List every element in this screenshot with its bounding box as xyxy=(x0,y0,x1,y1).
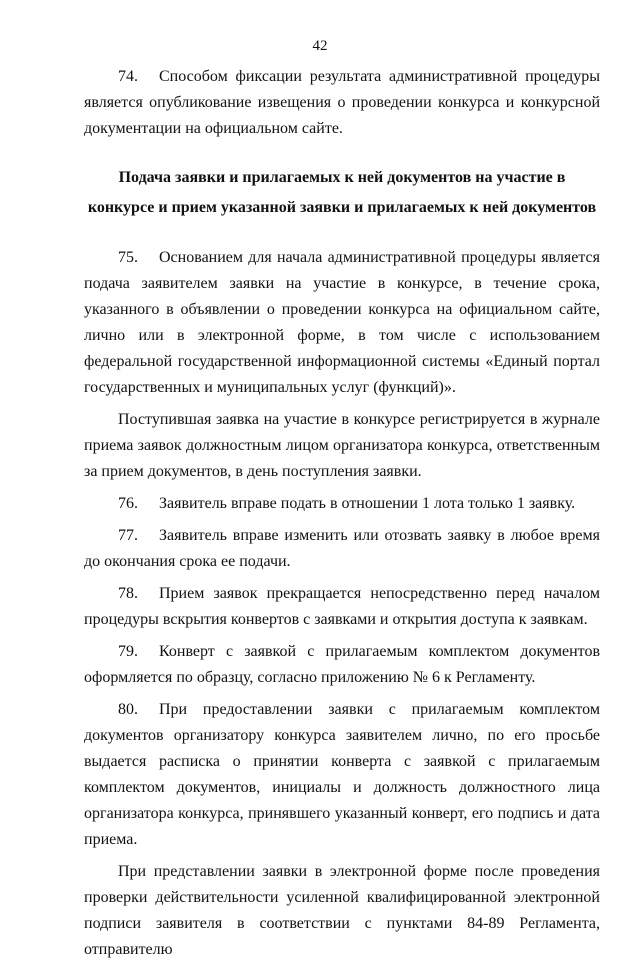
paragraph-number: 74. xyxy=(118,68,138,85)
paragraph-number: 77. xyxy=(118,527,138,544)
paragraph-number: 76. xyxy=(118,495,138,512)
paragraph-text: Поступившая заявка на участие в конкурсе регистрируется в журнале приема заявок должностным лицом организатора конкурса, ответственным за прием документов, в день поступления заявки. xyxy=(84,411,600,480)
paragraph-74 xyxy=(84,64,600,142)
paragraph-80 xyxy=(84,697,600,853)
page-number: 42 xyxy=(312,38,328,54)
document-body xyxy=(84,64,600,969)
paragraph-number: 75. xyxy=(118,249,138,266)
paragraph-75-continued xyxy=(84,407,600,485)
paragraph-text: Способом фиксации результата административной процедуры является опубликование извещения о проведении конкурса и конкурсной документации на официальном сайте. xyxy=(84,68,600,137)
paragraph-text: При предоставлении заявки с прилагаемым комплектом документов организатору конкурса заявителем лично, по его просьбе выдается расписка о принятии конверта с заявкой с прилагаемым комплектом документов, инициалы и должность должностного лица организатора конкурса, принявшего указанный конверт, его подпись и дата приема. xyxy=(84,701,600,848)
paragraph-76 xyxy=(84,491,600,517)
paragraph-text: Основанием для начала административной процедуры является подача заявителем заявки на участие в конкурсе, в течение срока, указанного в объявлении о проведении конкурса на официальном сайте, лично или в электронной форме, в том числе с использованием федеральной государственной информационной системы «Единый портал государственных и муниципальных услуг (функций)». xyxy=(84,249,600,396)
paragraph-number: 78. xyxy=(118,585,138,602)
section-heading: Подача заявки и прилагаемых к ней документов на участие в конкурсе и прием указанной заявки и прилагаемых к ней документов xyxy=(87,169,597,216)
paragraph-number: 80. xyxy=(118,701,138,718)
paragraph-79 xyxy=(84,639,600,691)
paragraph-78 xyxy=(84,581,600,633)
paragraph-text: Прием заявок прекращается непосредственно перед началом процедуры вскрытия конвертов с заявками и открытия доступа к заявкам. xyxy=(84,585,600,628)
paragraph-text: При представлении заявки в электронной форме после проведения проверки действительности усиленной квалифицированной электронной подписи заявителя в соответствии с пунктами 84-89 Регламента, отправителю xyxy=(84,863,600,958)
paragraph-text: Конверт с заявкой с прилагаемым комплектом документов оформляется по образцу, согласно приложению № 6 к Регламенту. xyxy=(84,643,600,686)
paragraph-text: Заявитель вправе изменить или отозвать заявку в любое время до окончания срока ее подачи. xyxy=(84,527,600,570)
paragraph-number: 79. xyxy=(118,643,138,660)
paragraph-text: Заявитель вправе подать в отношении 1 лота только 1 заявку. xyxy=(159,495,576,512)
paragraph-75 xyxy=(84,245,600,401)
paragraph-80-continued xyxy=(84,859,600,963)
paragraph-77 xyxy=(84,523,600,575)
